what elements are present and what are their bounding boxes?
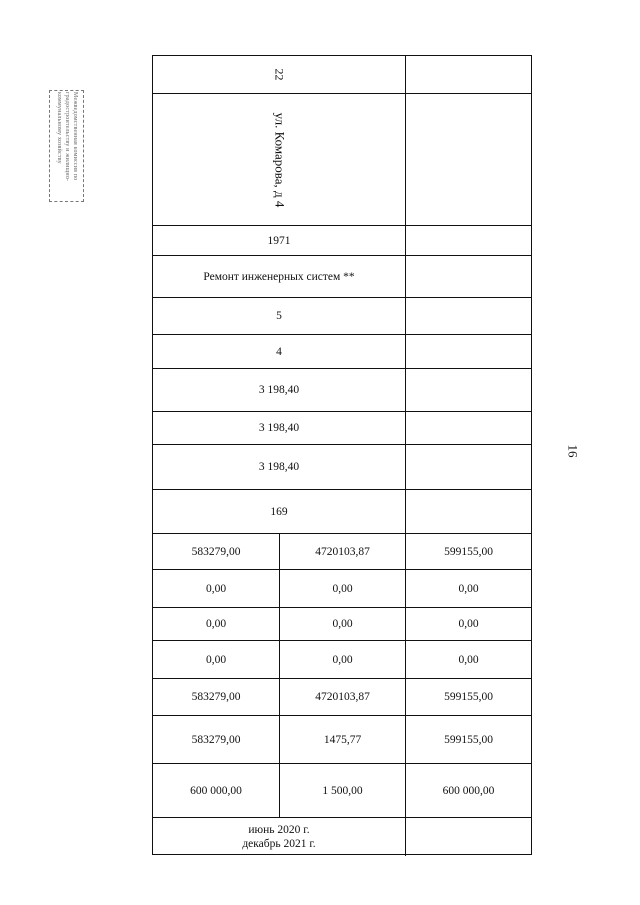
table-row: [153, 641, 531, 679]
finance-cell: [406, 764, 531, 817]
table-row: [153, 764, 531, 818]
empty-cell: [406, 445, 531, 489]
finance-value: 599155,00: [444, 691, 493, 703]
period-cell: [153, 818, 406, 856]
entrances-cell: [153, 335, 406, 368]
address-text: ул. Комарова, д 4: [271, 112, 287, 207]
finance-value: 599155,00: [444, 733, 493, 746]
residents-text: 169: [270, 505, 288, 518]
finance-value: 0,00: [332, 618, 353, 630]
entrances-text: 4: [276, 345, 282, 358]
table-row: [153, 256, 531, 298]
empty-cell: [406, 490, 531, 533]
page-number: 16: [565, 444, 581, 458]
finance-value: 583279,00: [191, 545, 241, 558]
finance-value: 583279,00: [191, 691, 241, 703]
finance-value: 600 000,00: [442, 784, 495, 797]
work-type-text: Ремонт инженерных систем **: [203, 270, 355, 283]
table-row: [153, 818, 531, 856]
residents-cell: [153, 490, 406, 533]
period-start: июнь 2020 г.: [248, 824, 310, 836]
finance-value: 0,00: [458, 618, 479, 630]
table-row: [153, 226, 531, 256]
finance-cell: [153, 641, 280, 678]
row-number: 22: [272, 68, 287, 81]
finance-cell: [280, 764, 406, 817]
residential-area-cell: [153, 445, 406, 489]
residential-area-text: 3 198,40: [258, 461, 300, 473]
margin-stamp: [49, 90, 84, 202]
empty-cell: [406, 369, 531, 411]
year-text: 1971: [267, 234, 291, 247]
finance-value: 4720103,87: [315, 545, 370, 558]
total-area-cell: [153, 369, 406, 411]
finance-cell: [406, 608, 531, 640]
finance-cell: [153, 764, 280, 817]
finance-cell: [280, 716, 406, 763]
table-row: [153, 369, 531, 412]
empty-cell: [406, 412, 531, 444]
finance-cell: [153, 716, 280, 763]
floors-cell: [153, 298, 406, 334]
finance-cell: [153, 608, 280, 640]
finance-value: 1475,77: [323, 733, 362, 746]
finance-value: 1 500,00: [322, 784, 363, 797]
table-row: [153, 412, 531, 445]
table-row: [153, 335, 531, 369]
work-type-cell: [153, 256, 406, 297]
finance-cell: [406, 716, 531, 763]
finance-cell: [280, 608, 406, 640]
register-table: [152, 55, 532, 855]
empty-cell: [406, 56, 531, 93]
empty-cell: [406, 256, 531, 297]
table-row: [153, 679, 531, 716]
finance-value: 600 000,00: [190, 784, 242, 797]
table-row: [153, 56, 531, 94]
finance-value: 0,00: [332, 653, 353, 666]
margin-stamp-text: Межведомственная комиссия по градостроительству и жилищно-коммунальному хозяйству: [55, 92, 78, 182]
finance-cell: [406, 570, 531, 607]
table-row: [153, 298, 531, 335]
empty-cell: [406, 94, 531, 225]
finance-value: 0,00: [205, 618, 227, 630]
year-cell: [153, 226, 406, 255]
table-row: [153, 490, 531, 534]
floors-text: 5: [276, 310, 282, 322]
empty-cell: [406, 335, 531, 368]
empty-cell: [406, 298, 531, 334]
finance-cell: [280, 534, 406, 569]
finance-cell: [280, 570, 406, 607]
finance-value: 0,00: [458, 582, 479, 595]
table-row: [153, 534, 531, 570]
finance-cell: [406, 534, 531, 569]
empty-cell: [406, 226, 531, 255]
finance-value: 0,00: [205, 582, 227, 595]
finance-cell: [406, 641, 531, 678]
finance-cell: [153, 570, 280, 607]
living-area-text: 3 198,40: [258, 422, 300, 434]
finance-value: 0,00: [205, 653, 227, 666]
finance-value: 0,00: [332, 582, 353, 595]
table-row: [153, 716, 531, 764]
finance-value: 0,00: [458, 653, 479, 666]
living-area-cell: [153, 412, 406, 444]
table-row: [153, 608, 531, 641]
finance-cell: [153, 534, 280, 569]
finance-cell: [153, 679, 280, 715]
row-number-cell: [153, 56, 406, 93]
finance-cell: [280, 679, 406, 715]
table-row: [153, 445, 531, 490]
total-area-text: 3 198,40: [258, 384, 300, 396]
finance-value: 599155,00: [444, 545, 493, 558]
table-row: [153, 570, 531, 608]
finance-cell: [406, 679, 531, 715]
finance-value: 583279,00: [191, 733, 241, 746]
table-row: [153, 94, 531, 226]
period-end: декабрь 2021 г.: [242, 838, 316, 850]
finance-value: 4720103,87: [315, 691, 370, 703]
empty-cell: [406, 818, 531, 856]
finance-cell: [280, 641, 406, 678]
address-cell: [153, 94, 406, 225]
